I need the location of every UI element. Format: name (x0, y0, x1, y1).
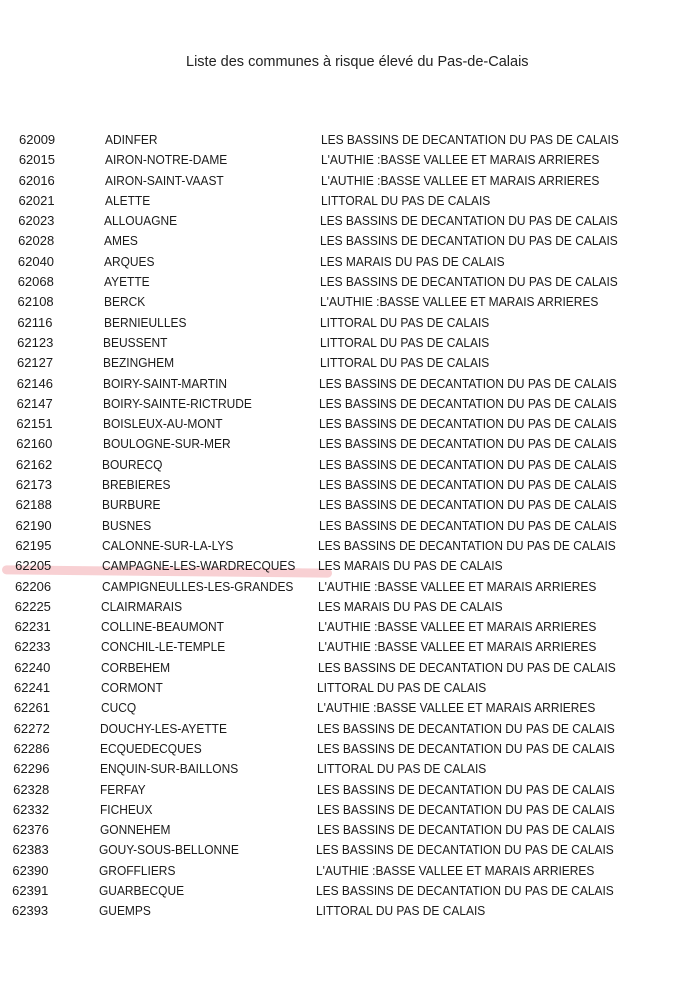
table-row (0, 495, 679, 515)
commune-code: 62160 (16, 436, 53, 452)
commune-name: FICHEUX (99, 801, 153, 817)
commune-code: 62205 (15, 558, 52, 574)
commune-name: BOURECQ (102, 456, 163, 472)
table-row (0, 475, 679, 495)
commune-code: 62127 (16, 355, 54, 371)
commune-name: ARQUES (104, 253, 155, 269)
commune-code: 62188 (15, 497, 52, 513)
commune-code: 62146 (16, 375, 53, 391)
table-row (0, 272, 679, 292)
table-row (0, 739, 679, 759)
commune-name: FERFAY (99, 781, 146, 797)
risk-zone: LITTORAL DU PAS DE CALAIS (316, 761, 487, 777)
commune-name: CLAIRMARAIS (101, 598, 183, 614)
commune-code: 62286 (13, 740, 50, 756)
risk-zone: LES BASSINS DE DECANTATION DU PAS DE CALAIS (318, 497, 617, 513)
commune-code: 62108 (17, 294, 54, 310)
commune-name: BURBURE (102, 497, 161, 513)
commune-code: 62015 (18, 152, 55, 168)
table-row (0, 211, 679, 231)
commune-name: ADINFER (105, 132, 158, 147)
communes-table (0, 130, 679, 922)
commune-name: CALONNE-SUR-LA-LYS (101, 537, 234, 553)
table-row (0, 313, 679, 333)
table-row (0, 840, 679, 860)
commune-name: BOIRY-SAINT-MARTIN (103, 375, 228, 391)
table-row (0, 292, 679, 312)
table-row (0, 171, 679, 191)
risk-zone: LES BASSINS DE DECANTATION DU PAS DE CALAIS (318, 517, 617, 533)
risk-zone: LES BASSINS DE DECANTATION DU PAS DE CALAIS (319, 416, 617, 432)
risk-zone: L'AUTHIE :BASSE VALLEE ET MARAIS ARRIERES (317, 619, 597, 635)
risk-zone: LES BASSINS DE DECANTATION DU PAS DE CALAIS (318, 477, 617, 493)
commune-name: AIRON-NOTRE-DAME (104, 152, 228, 168)
table-row (0, 353, 679, 373)
page-title: Liste des communes à risque élevé du Pas-de-Calais (186, 54, 529, 70)
risk-zone: LES BASSINS DE DECANTATION DU PAS DE CALAIS (319, 436, 617, 452)
commune-name: ALLOUAGNE (104, 213, 178, 229)
risk-zone: L'AUTHIE :BASSE VALLEE ET MARAIS ARRIERES (320, 152, 600, 168)
commune-code: 62296 (13, 761, 50, 777)
commune-code: 62231 (14, 619, 51, 635)
table-row (0, 374, 679, 394)
commune-name: AIRON-SAINT-VAAST (104, 172, 224, 188)
commune-name: BUSNES (102, 517, 152, 533)
table-row (0, 536, 679, 556)
commune-name: GUARBECQUE (99, 882, 185, 898)
commune-code: 62195 (15, 537, 52, 553)
table-row (0, 617, 679, 637)
commune-code: 62272 (13, 720, 50, 736)
risk-zone: LES MARAIS DU PAS DE CALAIS (320, 253, 505, 269)
risk-zone: LES BASSINS DE DECANTATION DU PAS DE CALAIS (316, 842, 615, 858)
risk-zone: L'AUTHIE :BASSE VALLEE ET MARAIS ARRIERES (318, 578, 597, 594)
commune-name: BOIRY-SAINTE-RICTRUDE (102, 395, 252, 411)
risk-zone: LES BASSINS DE DECANTATION DU PAS DE CALAIS (317, 740, 615, 756)
commune-name: CORMONT (100, 680, 163, 696)
table-row (0, 394, 679, 414)
risk-zone: LES BASSINS DE DECANTATION DU PAS DE CALAIS (319, 375, 618, 391)
table-row (0, 658, 679, 678)
commune-code: 62023 (18, 213, 55, 229)
risk-zone: LITTORAL DU PAS DE CALAIS (320, 192, 490, 208)
table-row (0, 333, 679, 353)
risk-zone: LES BASSINS DE DECANTATION DU PAS DE CALAIS (316, 822, 615, 838)
risk-zone: L'AUTHIE :BASSE VALLEE ET MARAIS ARRIERES (317, 639, 597, 655)
commune-name: BOULOGNE-SUR-MER (102, 436, 231, 452)
commune-name: BREBIERES (102, 477, 171, 493)
risk-zone: LITTORAL DU PAS DE CALAIS (319, 314, 490, 330)
risk-zone: LES BASSINS DE DECANTATION DU PAS DE CALAIS (316, 882, 614, 898)
commune-code: 62162 (16, 456, 53, 472)
commune-code: 62206 (14, 578, 52, 594)
table-row (0, 434, 679, 454)
risk-zone: LES BASSINS DE DECANTATION DU PAS DE CALAIS (320, 274, 618, 290)
risk-zone: LES BASSINS DE DECANTATION DU PAS DE CALAIS (317, 720, 615, 736)
table-row (0, 516, 679, 536)
risk-zone: LES BASSINS DE DECANTATION DU PAS DE CALAIS (321, 132, 619, 147)
commune-name: GUEMPS (99, 903, 151, 919)
commune-name: COLLINE-BEAUMONT (101, 619, 225, 635)
commune-name: ENQUIN-SUR-BAILLONS (100, 761, 239, 777)
commune-code: 62391 (12, 882, 49, 898)
risk-zone: LES BASSINS DE DECANTATION DU PAS DE CALAIS (316, 801, 615, 817)
commune-name: BEUSSENT (103, 334, 168, 350)
commune-name: BEZINGHEM (103, 355, 175, 371)
commune-name: DOUCHY-LES-AYETTE (100, 720, 228, 736)
commune-code: 62151 (16, 416, 53, 432)
risk-zone: LITTORAL DU PAS DE CALAIS (317, 680, 487, 696)
commune-name: AYETTE (103, 274, 150, 290)
commune-name: CAMPIGNEULLES-LES-GRANDES (101, 578, 293, 594)
commune-code: 62123 (17, 334, 54, 350)
table-row (0, 150, 679, 170)
commune-code: 62383 (12, 842, 49, 858)
risk-zone: LES BASSINS DE DECANTATION DU PAS DE CALAIS (318, 456, 617, 472)
commune-name: BERNIEULLES (103, 314, 187, 330)
commune-name: BOISLEUX-AU-MONT (102, 416, 223, 432)
table-row (0, 719, 679, 739)
table-row (0, 577, 679, 597)
commune-name: ALETTE (104, 192, 150, 208)
table-row (0, 597, 679, 617)
table-row (0, 455, 679, 475)
commune-name: AMES (104, 233, 139, 249)
commune-code: 62376 (12, 822, 49, 838)
commune-name: GROFFLIERS (99, 862, 176, 878)
commune-code: 62116 (17, 314, 53, 330)
commune-code: 62225 (14, 598, 51, 614)
risk-zone: LES BASSINS DE DECANTATION DU PAS DE CALAIS (318, 537, 617, 553)
risk-zone: LES BASSINS DE DECANTATION DU PAS DE CALAIS (320, 233, 619, 249)
risk-zone: L'AUTHIE :BASSE VALLEE ET MARAIS ARRIERES (316, 862, 595, 878)
table-row (0, 414, 679, 434)
table-row (0, 130, 679, 150)
commune-code: 62241 (14, 680, 51, 696)
risk-zone: L'AUTHIE :BASSE VALLEE ET MARAIS ARRIERES (319, 294, 599, 310)
commune-code: 62393 (12, 903, 49, 919)
table-row (0, 637, 679, 657)
commune-name: BERCK (103, 294, 145, 310)
table-row (0, 800, 679, 820)
table-row (0, 881, 679, 901)
commune-code: 62240 (14, 659, 51, 675)
risk-zone: LES BASSINS DE DECANTATION DU PAS DE CALAIS (317, 659, 616, 675)
commune-code: 62021 (18, 192, 55, 208)
table-row (0, 556, 679, 576)
table-row (0, 759, 679, 779)
risk-zone: LES MARAIS DU PAS DE CALAIS (318, 558, 503, 574)
commune-code: 62028 (18, 233, 55, 249)
commune-name: CONCHIL-LE-TEMPLE (101, 639, 226, 655)
table-row (0, 231, 679, 251)
risk-zone: LES BASSINS DE DECANTATION DU PAS DE CALAIS (316, 781, 615, 797)
risk-zone: L'AUTHIE :BASSE VALLEE ET MARAIS ARRIERES (317, 700, 596, 716)
table-row (0, 252, 679, 272)
commune-name: GONNEHEM (99, 822, 171, 838)
commune-name: ECQUEDECQUES (100, 740, 202, 756)
risk-zone: LES MARAIS DU PAS DE CALAIS (317, 598, 503, 614)
commune-code: 62016 (18, 172, 55, 188)
commune-code: 62009 (19, 132, 56, 147)
commune-code: 62147 (16, 395, 53, 411)
commune-name: CAMPAGNE-LES-WARDRECQUES (101, 558, 296, 574)
risk-zone: LITTORAL DU PAS DE CALAIS (319, 334, 489, 350)
table-row (0, 901, 679, 921)
commune-code: 62040 (17, 253, 55, 269)
risk-zone: LES BASSINS DE DECANTATION DU PAS DE CALAIS (319, 395, 618, 411)
table-row (0, 678, 679, 698)
commune-code: 62068 (17, 274, 54, 290)
table-row (0, 780, 679, 800)
risk-zone: LITTORAL DU PAS DE CALAIS (316, 903, 486, 919)
risk-zone: L'AUTHIE :BASSE VALLEE ET MARAIS ARRIERES (320, 172, 600, 188)
table-row (0, 820, 679, 840)
commune-code: 62390 (12, 862, 49, 878)
commune-code: 62332 (12, 801, 50, 817)
commune-code: 62328 (13, 781, 50, 797)
commune-name: GOUY-SOUS-BELLONNE (99, 842, 240, 858)
commune-code: 62173 (15, 477, 53, 493)
risk-zone: LITTORAL DU PAS DE CALAIS (319, 355, 489, 371)
commune-name: CUCQ (100, 700, 136, 716)
commune-code: 62233 (14, 639, 51, 655)
table-row (0, 191, 679, 211)
commune-code: 62261 (13, 700, 50, 716)
commune-name: CORBEHEM (100, 659, 171, 675)
risk-zone: LES BASSINS DE DECANTATION DU PAS DE CALAIS (320, 213, 619, 229)
table-row (0, 861, 679, 881)
table-row (0, 698, 679, 718)
commune-code: 62190 (15, 517, 52, 533)
